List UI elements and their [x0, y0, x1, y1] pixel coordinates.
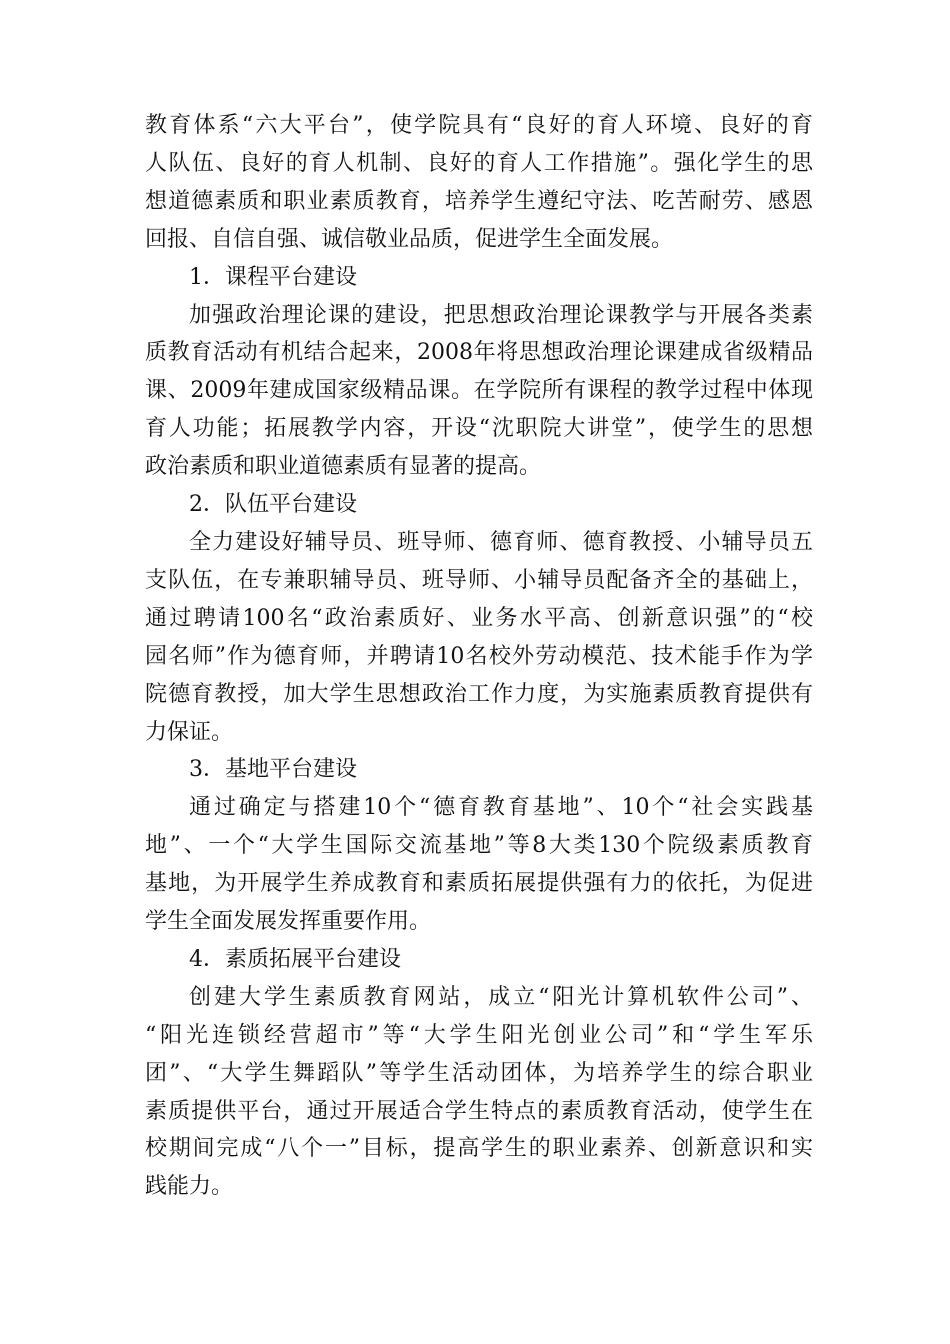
text-line: 校期间完成“八个一”目标，提高学生的职业素养、创新意识和实: [145, 1136, 813, 1162]
text-line: 育人功能；拓展教学内容，开设“沈职院大讲堂”，使学生的思想: [145, 416, 813, 442]
text-line: 院德育教授，加大学生思想政治工作力度，为实施素质教育提供有: [145, 681, 813, 707]
text-line: 教育体系“六大平台”，使学院具有“良好的育人环境、良好的育: [145, 113, 813, 138]
text-line: 政治素质和职业道德素质有显著的提高。: [145, 454, 542, 480]
section-heading-quality-platform: [145, 941, 813, 979]
text-line: 课、2009年建成国家级精品课。在学院所有课程的教学过程中体现: [145, 378, 813, 404]
text-line: 通过聘请100名“政治素质好、业务水平高、创新意识强”的“校: [145, 605, 813, 631]
heading-text: 2．队伍平台建设: [189, 492, 357, 518]
text-line: 学生全面发展发挥重要作用。: [145, 909, 432, 935]
text-line: 创建大学生素质教育网站，成立“阳光计算机软件公司”、: [189, 984, 813, 1010]
intro-paragraph: [145, 107, 813, 259]
quality-platform-paragraph: [145, 979, 813, 1206]
text-line: 团”、“大学生舞蹈队”等学生活动团体，为培养学生的综合职业: [145, 1060, 813, 1086]
text-line: 力保证。: [145, 719, 234, 745]
text-line: 通过确定与搭建10个“德育教育基地”、10个“社会实践基: [189, 795, 813, 821]
text-line: 践能力。: [145, 1174, 234, 1200]
text-line: 想道德素质和职业素质教育，培养学生遵纪守法、吃苦耐劳、感恩: [145, 188, 813, 214]
section-heading-team-platform: [145, 486, 813, 524]
text-line: 支队伍，在专兼职辅导员、班导师、小辅导员配备齐全的基础上，: [145, 567, 813, 593]
heading-text: 4．素质拓展平台建设: [189, 946, 401, 972]
text-line: 加强政治理论课的建设，把思想政治理论课教学与开展各类素: [189, 302, 813, 328]
section-heading-base-platform: [145, 751, 813, 789]
text-line: 全力建设好辅导员、班导师、德育师、德育教授、小辅导员五: [189, 529, 813, 555]
text-line: 基地，为开展学生养成教育和素质拓展提供强有力的依托，为促进: [145, 871, 813, 897]
team-platform-paragraph: [145, 524, 813, 751]
text-line: 素质提供平台，通过开展适合学生特点的素质教育活动，使学生在: [145, 1098, 813, 1124]
document-body: [145, 107, 813, 1206]
text-line: 人队伍、良好的育人机制、良好的育人工作措施”。强化学生的思: [145, 150, 813, 176]
text-line: 质教育活动有机结合起来，2008年将思想政治理论课建成省级精品: [145, 340, 813, 366]
text-line: 回报、自信自强、诚信敬业品质，促进学生全面发展。: [145, 226, 674, 252]
heading-text: 1．课程平台建设: [189, 264, 357, 290]
course-platform-paragraph: [145, 297, 813, 487]
section-heading-course-platform: [145, 259, 813, 297]
text-line: 地”、一个“大学生国际交流基地”等8大类130个院级素质教育: [145, 833, 813, 859]
text-line: 园名师”作为德育师，并聘请10名校外劳动模范、技术能手作为学: [145, 643, 813, 669]
text-line: “阳光连锁经营超市”等“大学生阳光创业公司”和“学生军乐: [145, 1022, 813, 1048]
heading-text: 3．基地平台建设: [189, 757, 357, 783]
base-platform-paragraph: [145, 789, 813, 941]
